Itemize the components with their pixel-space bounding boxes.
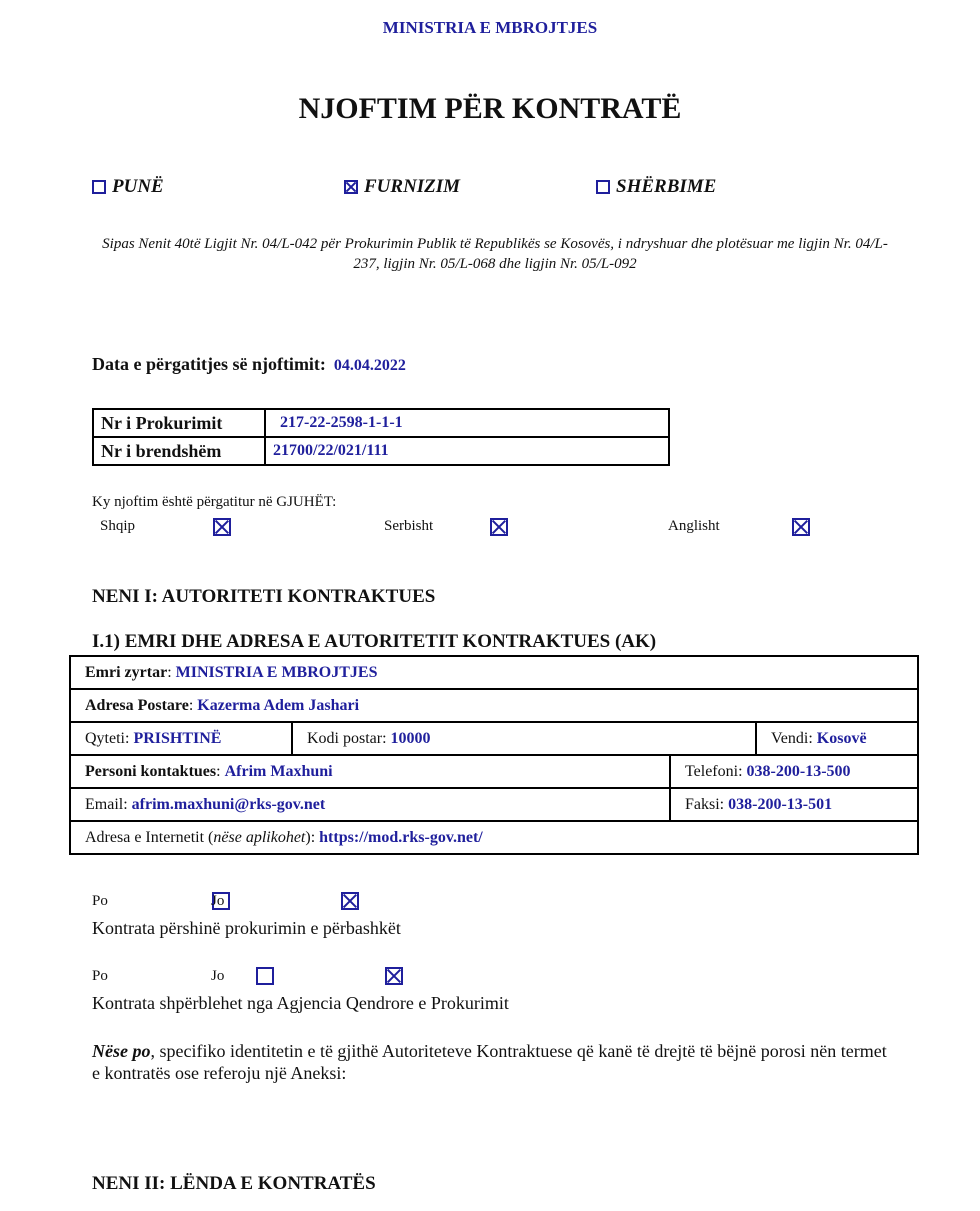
type-sherbime[interactable] — [596, 176, 716, 198]
agency-no-checkbox-icon[interactable] — [385, 967, 403, 985]
if-yes-paragraph — [92, 1040, 892, 1084]
section2-heading: NENI II: LËNDA E KONTRATËS — [92, 1173, 376, 1194]
language-anglisht-label: Anglisht — [668, 518, 720, 534]
country-value: Kosovë — [816, 729, 867, 747]
fax-value: 038-200-13-501 — [728, 795, 833, 813]
section1-heading: NENI I: AUTORITETI KONTRAKTUES — [92, 586, 436, 607]
table-row — [70, 788, 918, 821]
central-agency-text: Kontrata shpërblehet nga Agjencia Qendrore e Prokurimit — [92, 993, 509, 1013]
language-shqip-checkbox-icon[interactable] — [213, 518, 231, 536]
table-row — [93, 409, 669, 437]
contracting-authority-table — [69, 655, 919, 855]
postal-address-value: Kazerma Adem Jashari — [197, 696, 360, 714]
languages-intro: Ky njoftim është përgatitur në GJUHËT: — [92, 494, 337, 510]
contact-person-cell: Personi kontaktues: Afrim Maxhuni — [70, 755, 670, 788]
type-furnizim[interactable] — [344, 176, 460, 198]
agency-yes-label: Po — [92, 968, 108, 984]
checkbox-empty-icon[interactable] — [92, 180, 106, 194]
internal-number-label: Nr i brendshëm — [93, 437, 265, 465]
phone-cell — [670, 755, 918, 788]
type-pune[interactable] — [92, 176, 164, 198]
fax-label: Faksi: — [685, 795, 725, 813]
email-label: Email: — [85, 795, 128, 813]
table-row — [70, 821, 918, 854]
joint-no-checkbox-icon[interactable] — [341, 892, 359, 910]
official-name-label: Emri zyrtar — [85, 663, 168, 681]
email-value[interactable]: afrim.maxhuni@rks-gov.net — [131, 795, 326, 813]
contact-person-label: Personi kontaktues — [85, 762, 217, 780]
internet-address-link[interactable]: https://mod.rks-gov.net/ — [319, 828, 483, 846]
country-label: Vendi: — [771, 729, 813, 747]
city-label: Qyteti: — [85, 729, 130, 747]
table-row — [70, 755, 918, 788]
table-row — [70, 722, 918, 755]
if-yes-lead: Nëse po — [92, 1041, 151, 1061]
postal-code-cell — [292, 722, 756, 755]
country-cell — [756, 722, 918, 755]
table-row — [70, 656, 918, 689]
agency-no-label: Jo — [211, 968, 225, 984]
table-row — [70, 689, 918, 722]
procurement-number-value: 217-22-2598-1-1-1 — [265, 409, 669, 437]
internet-label-italic: nëse aplikohet — [213, 828, 306, 846]
official-name-cell: Emri zyrtar: MINISTRIA E MBROJTJES — [70, 656, 918, 689]
section1-subheading: I.1) EMRI DHE ADRESA E AUTORITETIT KONTRAKTUES (AK) — [92, 631, 657, 652]
agency-yes-checkbox-icon[interactable] — [256, 967, 274, 985]
if-yes-text: , specifiko identitetin e të gjithë Autoriteteve Kontraktuese që kanë të drejtë të bëjnë porosi nën termet e kontratës ose referoju një Aneksi: — [92, 1041, 887, 1083]
internet-label-end: ): — [305, 828, 316, 846]
page-title: NJOFTIM PËR KONTRATË — [298, 92, 682, 125]
type-furnizim-label: FURNIZIM — [364, 176, 461, 197]
joint-no-label: Jo — [211, 893, 225, 909]
language-serbisht-label: Serbisht — [384, 518, 434, 534]
internet-label: Adresa e Internetit ( — [85, 828, 214, 846]
postal-address-cell: Adresa Postare: Kazerma Adem Jashari — [70, 689, 918, 722]
table-row — [93, 437, 669, 465]
preparation-date-label: Data e përgatitjes së njoftimit: — [92, 354, 326, 374]
checkbox-empty-icon[interactable] — [596, 180, 610, 194]
city-value: PRISHTINË — [133, 729, 222, 747]
language-serbisht-checkbox-icon[interactable] — [490, 518, 508, 536]
postal-code-label: Kodi postar: — [307, 729, 387, 747]
type-sherbime-label: SHËRBIME — [616, 176, 717, 197]
city-cell — [70, 722, 292, 755]
procurement-number-label: Nr i Prokurimit — [93, 409, 265, 437]
internet-address-cell — [70, 821, 918, 854]
postal-address-label: Adresa Postare — [85, 696, 189, 714]
preparation-date — [92, 354, 406, 375]
official-name-value: MINISTRIA E MBROJTJES — [175, 663, 378, 681]
phone-value: 038-200-13-500 — [746, 762, 851, 780]
contact-person-value: Afrim Maxhuni — [224, 762, 333, 780]
language-anglisht-checkbox-icon[interactable] — [792, 518, 810, 536]
joint-procurement-text: Kontrata përshinë prokurimin e përbashkët — [92, 918, 401, 938]
legal-basis: Sipas Nenit 40të Ligjit Nr. 04/L-042 për Prokurimin Publik të Republikës se Kosovës, i ndryshuar dhe plotësuar me ligjin Nr. 04/L-237, ligjin Nr. 05/L-068 dhe ligjin Nr. 05/L-092 — [102, 236, 888, 272]
preparation-date-value: 04.04.2022 — [333, 357, 406, 374]
type-pune-label: PUNË — [112, 176, 164, 197]
phone-label: Telefoni: — [685, 762, 743, 780]
ministry-header: MINISTRIA E MBROJTJES — [382, 18, 598, 37]
checkbox-checked-icon[interactable] — [344, 180, 358, 194]
postal-code-value: 10000 — [390, 729, 431, 747]
email-cell — [70, 788, 670, 821]
language-shqip-label: Shqip — [100, 518, 136, 534]
procurement-numbers-table — [92, 408, 670, 466]
joint-yes-label: Po — [92, 893, 108, 909]
internal-number-value: 21700/22/021/111 — [265, 437, 669, 465]
fax-cell — [670, 788, 918, 821]
